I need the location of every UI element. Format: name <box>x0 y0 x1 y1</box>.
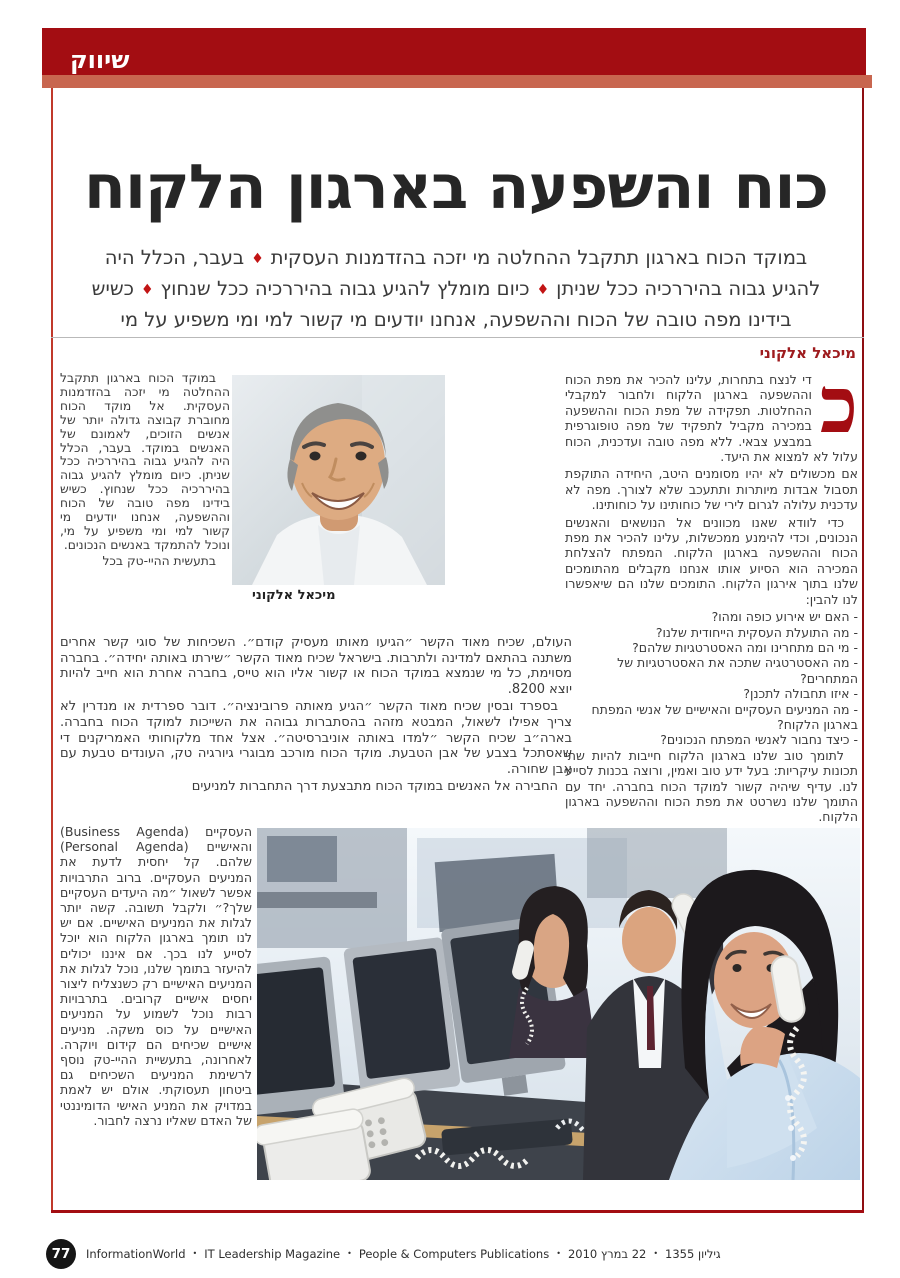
bottom-left-column <box>60 824 252 1130</box>
footer-item: 22 במרץ 2010 <box>567 1247 647 1261</box>
footer-item: IT Leadership Magazine <box>204 1247 341 1261</box>
left-column <box>60 372 230 571</box>
bullet-item: - איזו תחבולה לתכנן? <box>743 686 858 702</box>
article-headline: כוח והשפעה בארגון הלקוח <box>84 152 828 223</box>
footer-separator-bullet: • <box>347 1249 352 1258</box>
diamond-separator: ♦ <box>140 282 154 298</box>
section-label: שיווק <box>70 46 130 74</box>
byline-divider <box>51 337 864 338</box>
paragraph: העולם, שכיח מאוד הקשר ״הגיעו מאותו מעסיק קודם״. השכיחות של סוגי קשר אחרים משתנה בהתאם למדינה ולתרבות. בישראל שכיח מאוד הקשר ״שירתו באותה יחידה״. בחברה מסוימת, כל מי שנמצא במוקד הכוח או קשור אליו הוא טייס, בחברה אחרת הוא חייב להיות יוצא 8200. <box>60 635 572 697</box>
bullet-item: - מה האסטרטגיה שתכה את האסטרטגיות של המתחרים? <box>617 655 858 686</box>
portrait-caption: מיכאל אלקוני <box>252 588 336 603</box>
footer-separator-bullet: • <box>556 1249 561 1258</box>
paragraph: אם מכשולים לא יהיו מסומנים היטב, היחידה התוקפת תסבול אבדות מיותרות ותתעכב שלא לצורך. מפה לא עדכנית עלולה לגרום לירי של כוחותינו על כוחותינו. <box>565 466 858 513</box>
byline: מיכאל אלקוני <box>759 344 856 362</box>
subtitle-text: בידינו מפה טובה של הכוח וההשפעה, אנחנו יודעים מי קשור למי ומי משפיע על מי <box>120 308 792 331</box>
diamond-separator: ♦ <box>536 282 550 298</box>
article-body <box>52 360 864 1210</box>
page-number-badge: 77 <box>46 1239 76 1269</box>
bottom-left-paragraph: העסקיים (Business Agenda) והאישיים (Personal Agenda) שלהם. קל יחסית לדעת את המניעים העסקיים. ברוב התרבויות אפשר לשאול ״מה היעדים העסקיים שלך?״ ולקבל תשובה. קשה יותר לגלות את המניעים האישיים. אם יש לנו תומך בארגון הלקוח הוא יוכל לסייע לנו בכך. אם איננו יכולים להיעזר בתומך שלנו, נוכל לגלות את המניעים האישיים רק כשנצליח ליצור יחסים אישיים קרובים. בתרבויות רבות נוכל לשמוע על המניעים האישיים על כוס משקה. מניעים אישיים שכיחים הם קידום ויוקרה. לאחרונה, בתעשיית ההיי-טק נוסף לרשימת המניעים השכיחים גם ביטחון תעסוקתי. אולם יש לאמת במדויק את המניע האישי הדומיננטי של האדם שאליו נרצה לחבור. <box>60 824 252 1128</box>
portrait-photo-illustration <box>232 375 445 585</box>
right-column-bullets <box>565 609 858 748</box>
paragraph: החבירה אל האנשים במוקד הכוח מתבצעת דרך התחברות למניעים <box>191 779 558 795</box>
footer-publication-line <box>86 1247 721 1261</box>
subtitle-line <box>64 243 848 274</box>
subtitle-line <box>64 305 848 334</box>
subtitle-text: להגיע גבוה בהיררכיה ככל שניתן <box>556 277 821 300</box>
portrait-photo <box>232 375 445 585</box>
call-center-photo-illustration <box>257 828 860 1180</box>
paragraph: כדי לוודא שאנו מכוונים אל הנושאים והאנשים הנכונים, וכדי להימנע ממכשלות, עלינו להכיר את מפת הכוח וההשפעה בארגון הלקוח. המפתח להצלחת המכירה הוא הסיוע אותו אנחנו מקבלים מהתומכים שלנו בתוך אירגון הלקוח. התומכים שלנו הם שיאפשרו לנו להבין: <box>565 514 858 607</box>
paragraph: לתומך טוב שלנו בארגון הלקוח חייבות להיות שתי תכונות עיקריות: בעל ידע טוב ואמין, ורוצה בכנות לסייע לנו. עדיף שיהיה קשור למוקד הכוח בחברה. יחד עם התומך שלנו נשרטט את מפת הכוח וההשפעה בארגון הלקוח. <box>565 747 858 825</box>
footer <box>46 1238 721 1270</box>
right-column-paragraphs-a <box>565 466 858 607</box>
footer-separator-bullet: • <box>653 1249 659 1258</box>
subtitle-text: במוקד הכוח בארגון תתקבל ההחלטה מי יזכה בהזדמנות העסקית <box>270 246 808 269</box>
footer-item: גיליון 1355 <box>665 1247 721 1261</box>
mid-paragraphs <box>60 635 572 797</box>
subtitle-text: כשיש <box>91 277 134 300</box>
subtitle-text: בעבר, הכלל היה <box>104 246 245 269</box>
paragraph: בספרד ובסין שכיח מאוד הקשר ״הגיע מאותה פרובינציה״. דובר ספרדית או מנדרין לא צריך אפילו לשאול, המבטא מזהה בהסתברות גבוהה את השייכות למוקד הכוח בחברה. בארה״ב שכיח הקשר ״למדו באותה אוניברסיטה״. אצל אחד מלקוחותי האמריקנים די שאסתכל בצבע של אבן הטבעת. מוקד הכוח מורכב מבוגרי גיורגיה טק, העונדים טבעת עם אבן שחורה. <box>60 699 572 777</box>
header-accent-strip <box>42 75 872 88</box>
bullet-item: - האם יש אירוע כופה ומהו? <box>711 609 858 625</box>
frame-line-bottom <box>51 1210 864 1213</box>
footer-item: People & Computers Publications <box>358 1247 550 1261</box>
footer-separator-bullet: • <box>192 1249 198 1258</box>
drop-cap: כ <box>819 360 858 451</box>
opening-paragraph-text: די לנצח בתחרות, עלינו להכיר את מפת הכוח וההשפעה בארגון הלקוח ולחבור למקבלי ההחלטות. תפקידה של מפת הכוח וההשפעה במכירה מקביל לתפקיד של מפה טופוגרפית במבצע צבאי. ללא מפה טובה ועדכנית, הכוח עלול לא למצוא את היעד. <box>565 372 858 465</box>
subtitle <box>64 243 848 334</box>
section-header-bar <box>42 28 866 75</box>
bullet-item: - מה התועלת העסקית הייחודית שלנו? <box>655 624 858 640</box>
call-center-photo <box>257 828 860 1180</box>
paragraph: בתעשית ההיי-טק בכל <box>102 553 216 568</box>
bullet-item: - כיצד נחבור לאנשי המפתח הנכונים? <box>660 732 858 748</box>
bullet-item: - מי הם מתחרינו ומה האסטרטגיות שלהם? <box>632 639 858 655</box>
paragraph: במוקד הכוח בארגון תתקבל ההחלטה מי יזכה בהזדמנות העסקית. אל מוקד הכוח מחוברת קבוצה גדולה יותר של אנשים הזוכים, לאמונם של האנשים במוקד. בעבר, הכלל היה להגיע גבוה בהיררכיה ככל שניתן. כיום מומלץ להגיע גבוה בהיררכיה ככל שנחוץ. כשיש בידינו מפה טובה של הכוח וההשפעה, אנחנו יודעים מי קשור למי ומי משפיע על מי, ונוכל להתמקד באנשים הנכונים. <box>60 371 230 552</box>
diamond-separator: ♦ <box>251 251 264 267</box>
opening-paragraph <box>565 360 858 465</box>
footer-item: InformationWorld <box>86 1247 186 1261</box>
subtitle-text: כיום מומלץ להגיע גבוה בהיררכיה ככל שנחוץ <box>160 277 530 300</box>
bullet-item: - מה המניעים העסקיים והאישיים של אנשי המפתח בארגון הלקוח? <box>591 701 858 732</box>
subtitle-line <box>64 274 848 305</box>
